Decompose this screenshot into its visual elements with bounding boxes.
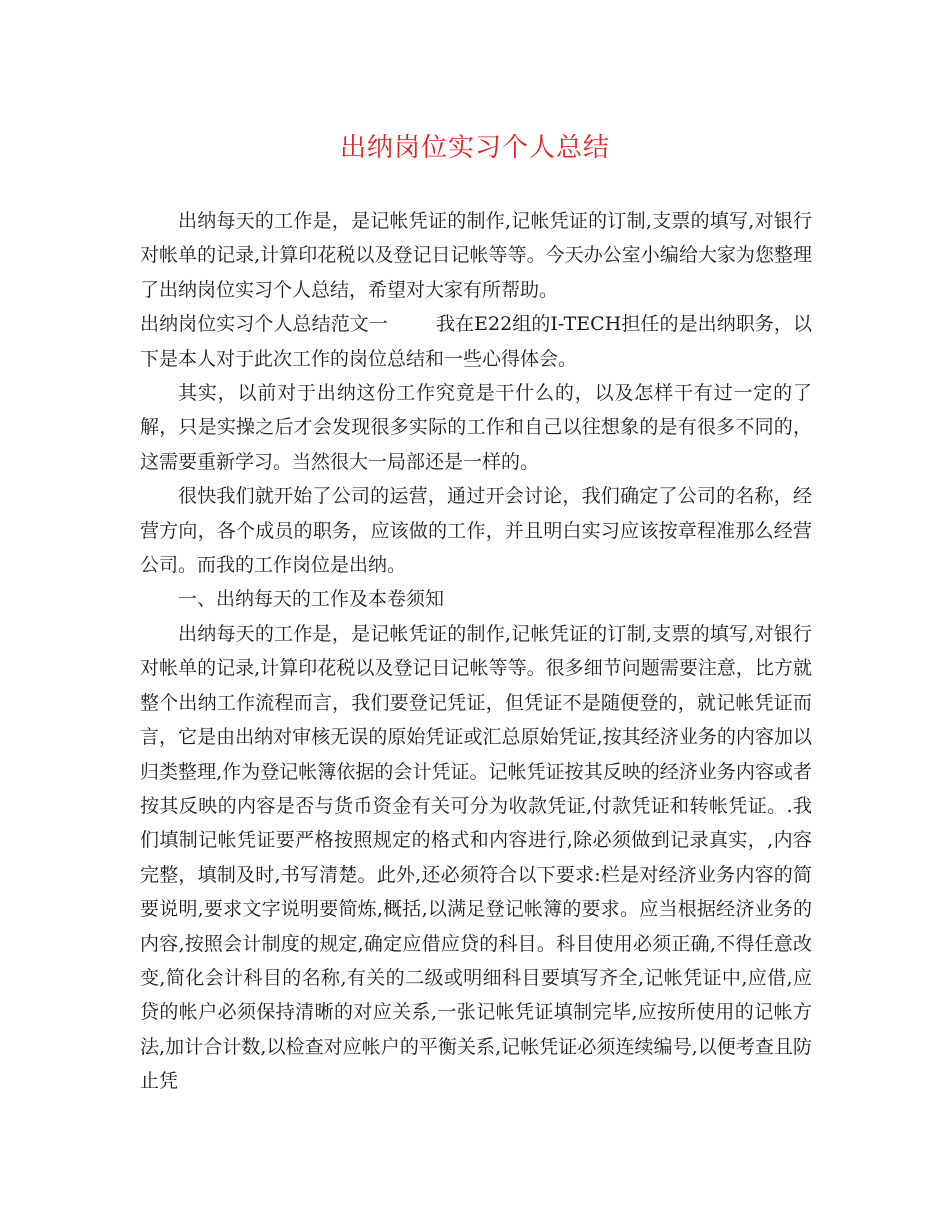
document-title: 出纳岗位实习个人总结 xyxy=(339,133,610,163)
paragraph-understanding: 其实，以前对于出纳这份工作究竟是干什么的，以及怎样干有过一定的了解，只是实操之后才会发现很多实际的工作和自己以往想象的是有很多不同的，这需要重新学习。当然很大一局部还是一样的。 xyxy=(140,382,812,473)
paragraph-intro: 出纳每天的工作是，是记帐凭证的制作,记帐凭证的订制,支票的填写,对银行对帐单的记录,计算印花税以及登记日记帐等等。今天办公室小编给大家为您整理了出纳岗位实习个人总结，希望对大家有所帮助。 xyxy=(140,210,812,301)
document-body xyxy=(140,204,812,1099)
section-heading-sample-one: 出纳岗位实习个人总结范文一 xyxy=(140,313,388,336)
paragraph-sample-heading-line xyxy=(140,307,812,376)
paragraph-daily-work-details: 出纳每天的工作是，是记帐凭证的制作,记帐凭证的订制,支票的填写,对银行对帐单的记录,计算印花税以及登记日记帐等等。很多细节问题需要注意，比方就整个出纳工作流程而言，我们要登记凭证，但凭证不是随便登的，就记帐凭证而言，它是由出纳对审核无误的原始凭证或汇总原始凭证,按其经济业务的内容加以归类整理,作为登记帐簿依据的会计凭证。记帐凭证按其反映的经济业务内容或者按其反映的内容是否与货币资金有关可分为收款凭证,付款凭证和转帐凭证。.我们填制记帐凭证要严格按照规定的格式和内容进行,除必须做到记录真实，,内容完整，填制及时,书写清楚。此外,还必须符合以下要求:栏是对经济业务内容的简要说明,要求文字说明要简炼,概括,以满足登记帐簿的要求。应当根据经济业务的内容,按照会计制度的规定,确定应借应贷的科目。科目使用必须正确,不得任意改变,简化会计科目的名称,有关的二级或明细科目要填写齐全,记帐凭证中,应借,应贷的帐户必须保持清晰的对应关系,一张记帐凭证填制完毕,应按所使用的记帐方法,加计合计数,以检查对应帐户的平衡关系,记帐凭证必须连续编号,以便考查且防止凭 xyxy=(140,622,812,1093)
paragraph-company-start: 很快我们就开始了公司的运营，通过开会讨论，我们确定了公司的名称，经营方向，各个成员的职务，应该做的工作，并且明白实习应该按章程准那么经营公司。而我的工作岗位是出纳。 xyxy=(140,485,812,577)
paragraph-role-statement: 我在E22组的I-TECH担任的是出纳职务，以下是本人对于此次工作的岗位总结和一些心得体会。 xyxy=(140,313,812,370)
section-heading-daily-work: 一、出纳每天的工作及本卷须知 xyxy=(178,588,445,611)
